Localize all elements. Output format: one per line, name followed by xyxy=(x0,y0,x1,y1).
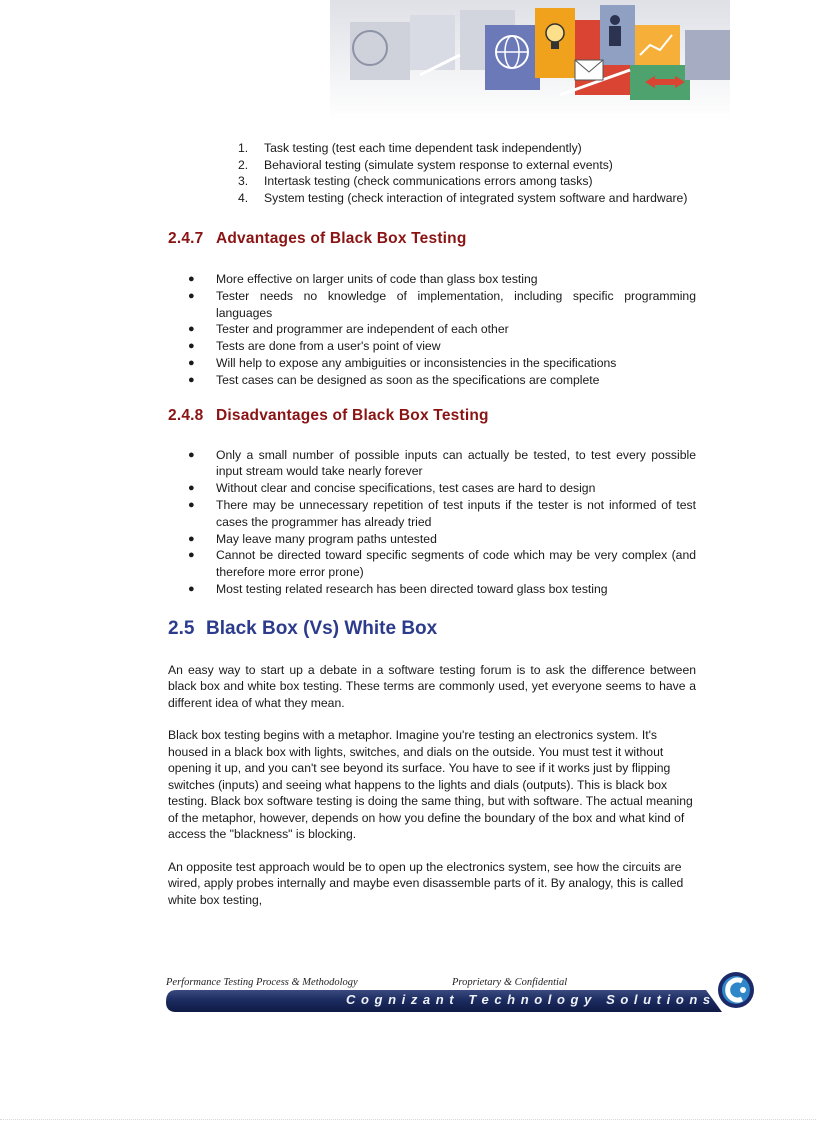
bullet-icon: ● xyxy=(188,482,195,495)
list-item: 2. Behavioral testing (simulate system response to external events) xyxy=(238,157,613,172)
page-content xyxy=(168,140,696,908)
list-item: ● Test cases can be designed as soon as the specifications are complete xyxy=(188,372,600,387)
disadvantages-list xyxy=(188,447,696,598)
bullet-icon: ● xyxy=(188,498,195,511)
disadvantages-heading: 2.4.8 Disadvantages of Black Box Testing xyxy=(168,406,489,424)
advantages-list xyxy=(188,271,696,389)
testing-types-list xyxy=(238,140,696,206)
list-item: 4. System testing (check interaction of integrated system software and hardware) xyxy=(238,190,688,205)
header-banner xyxy=(330,0,730,120)
list-item: 3. Intertask testing (check communications errors among tasks) xyxy=(238,174,593,188)
paragraph: An opposite test approach would be to open up the electronics system, see how the circuits are wired, apply probes internally and maybe even disassemble parts of it. By analogy, this is called white box testing, xyxy=(168,859,684,907)
list-item: ● More effective on larger units of code than glass box testing xyxy=(188,272,538,286)
list-item: ● Only a small number of possible inputs can actually be tested, to test every possible input stream would take nearly forever xyxy=(188,447,696,479)
person-icon xyxy=(609,15,621,46)
list-item: ● Tester needs no knowledge of implementation, including specific programming languages xyxy=(188,288,696,320)
list-item: ● Without clear and concise specifications, test cases are hard to design xyxy=(188,481,596,496)
cognizant-logo-icon xyxy=(716,970,756,1010)
list-item: ● Tester and programmer are independent of each other xyxy=(188,322,509,337)
list-item: ● Most testing related research has been directed toward glass box testing xyxy=(188,581,608,596)
list-item: ● Cannot be directed toward specific segments of code which may be very complex (and therefore more error prone) xyxy=(188,548,696,580)
bullet-icon: ● xyxy=(188,340,195,353)
list-item: ● There may be unnecessary repetition of test inputs if the tester is not informed of test cases the programmer has already tried xyxy=(188,497,696,529)
bullet-icon: ● xyxy=(188,582,195,595)
bullet-icon: ● xyxy=(188,532,195,545)
bullet-icon: ● xyxy=(188,549,195,562)
bullet-icon: ● xyxy=(188,448,195,461)
page-bottom-rule xyxy=(0,1119,816,1120)
list-item: 1. Task testing (test each time dependent task independently) xyxy=(238,141,582,155)
footer-company-name: Cognizant Technology Solutions xyxy=(346,992,716,1007)
list-item: ● May leave many program paths untested xyxy=(188,531,437,546)
list-item: ● Will help to expose any ambiguities or inconsistencies in the specifications xyxy=(188,355,617,370)
paragraph: Black box testing begins with a metaphor. Imagine you're testing an electronics system. It's housed in a black box with lights, switches, and dials on the outside. You must test it without opening it up, and you can't see beyond its surface. You have to see if it works just by flipping switches (inputs) and seeing what happens to the lights and dials (outputs). This is black box testing. Black box software testing is doing the same thing, but with software. The actual meaning of the metaphor, however, depends on how you define the boundary of the box and what kind of access the "blackness" is blocking. xyxy=(168,728,693,842)
bullet-icon: ● xyxy=(188,289,195,302)
footer-confidential: Proprietary & Confidential xyxy=(452,977,568,988)
bullet-icon: ● xyxy=(188,273,195,285)
bullet-icon: ● xyxy=(188,356,195,369)
paragraph: An easy way to start up a debate in a software testing forum is to ask the difference between black box and white box testing. These terms are commonly used, yet everyone seems to have a different idea of what they mean. xyxy=(168,662,696,710)
bullet-icon: ● xyxy=(188,373,195,386)
envelope-icon xyxy=(575,60,603,80)
list-item: ● Tests are done from a user's point of view xyxy=(188,339,441,354)
section-heading: 2.5 Black Box (Vs) White Box xyxy=(168,617,438,639)
bullet-icon: ● xyxy=(188,323,195,336)
advantages-heading: 2.4.7 Advantages of Black Box Testing xyxy=(168,230,467,247)
footer-document-title: Performance Testing Process & Methodology xyxy=(166,977,358,988)
